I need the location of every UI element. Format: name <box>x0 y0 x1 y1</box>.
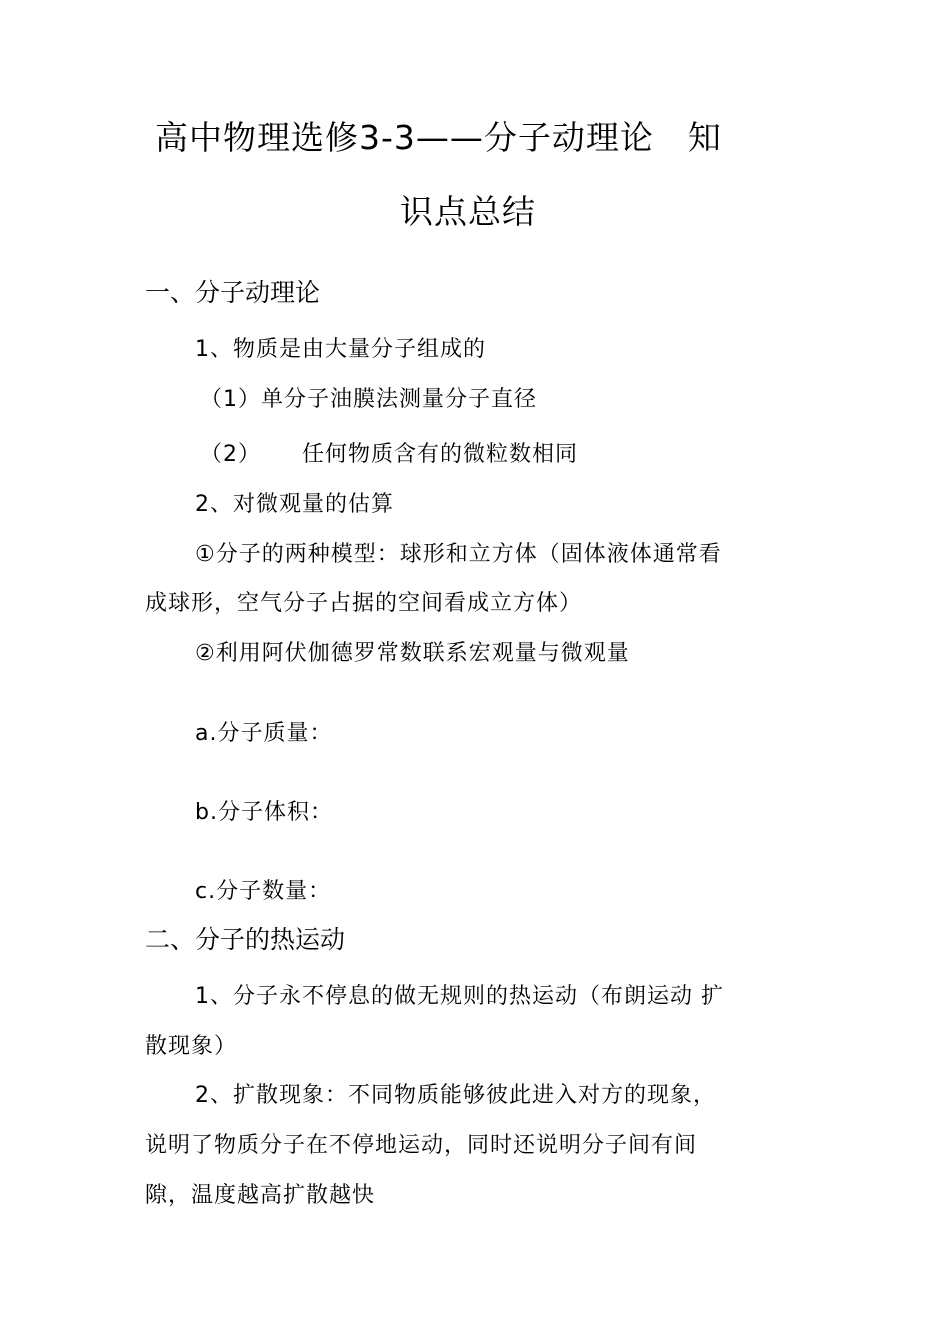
section-heading-2: 二、分子的热运动 <box>145 925 346 954</box>
paragraph-sub-2-text: 任何物质含有的微粒数相同 <box>302 442 579 467</box>
paragraph-item-2: 2、对微观量的估算 <box>195 492 394 517</box>
paragraph-avogadro: ②利用阿伏伽德罗常数联系宏观量与微观量 <box>195 641 630 666</box>
label-molecule-count: c.分子数量： <box>195 879 332 904</box>
paragraph-sub-2-number: （2） <box>200 442 261 467</box>
paragraph-thermal-line2: 散现象） <box>145 1034 238 1059</box>
label-molecular-mass: a.分子质量： <box>195 721 333 746</box>
paragraph-thermal-line1: 1、分子永不停息的做无规则的热运动（布朗运动 扩 <box>195 984 724 1009</box>
page-title-line2: 识点总结 <box>400 192 536 231</box>
page-title-line1: 高中物理选修3-3——分子动理论 知 <box>155 118 722 157</box>
paragraph-diffusion-line1: 2、扩散现象：不同物质能够彼此进入对方的现象， <box>195 1083 716 1108</box>
paragraph-sub-1: （1）单分子油膜法测量分子直径 <box>200 387 537 412</box>
paragraph-model-line2: 成球形，空气分子占据的空间看成立方体） <box>145 591 583 616</box>
paragraph-item-1: 1、物质是由大量分子组成的 <box>195 337 486 362</box>
paragraph-diffusion-line2: 说明了物质分子在不停地运动，同时还说明分子间有间 <box>145 1133 698 1158</box>
label-molecular-volume: b.分子体积： <box>195 800 333 825</box>
paragraph-diffusion-line3: 隙，温度越高扩散越快 <box>145 1183 376 1208</box>
paragraph-model-line1: ①分子的两种模型：球形和立方体（固体液体通常看 <box>195 542 722 567</box>
section-heading-1: 一、分子动理论 <box>145 278 321 307</box>
